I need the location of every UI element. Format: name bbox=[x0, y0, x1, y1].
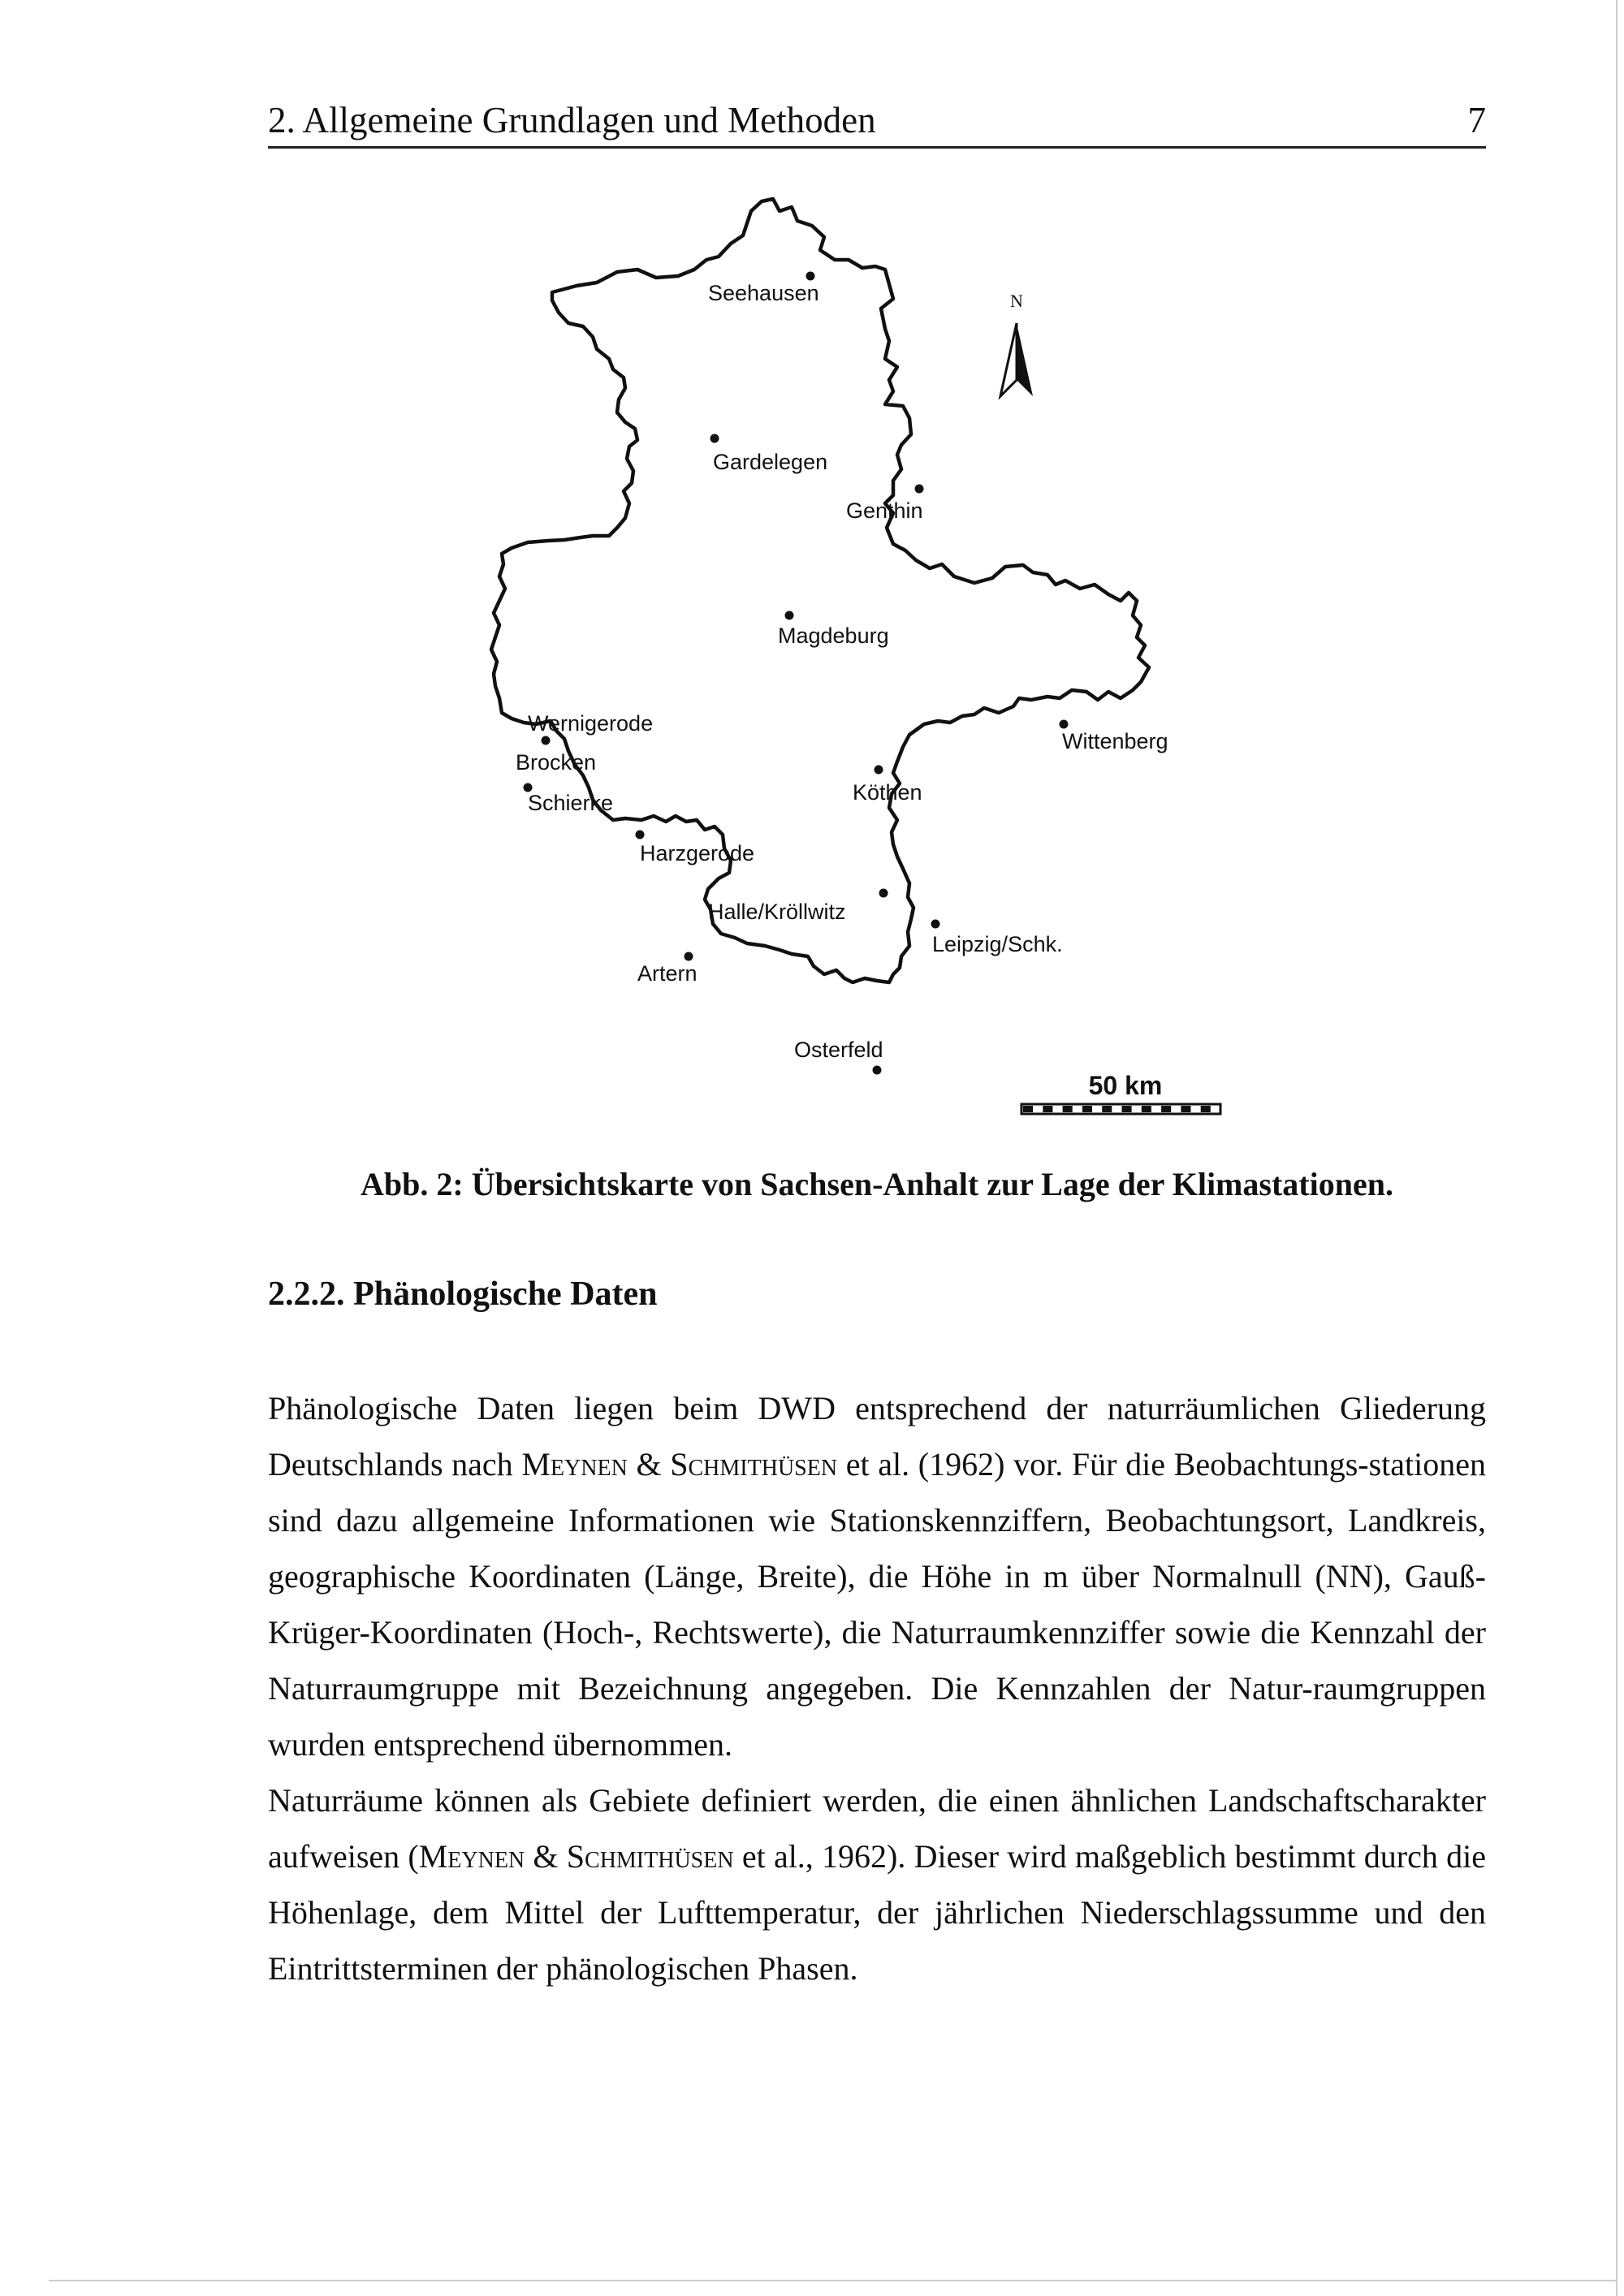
citation-author-schmithuesen: Schmithüsen bbox=[670, 1446, 838, 1482]
paragraph-2-text-b: et al., 1962). Dieser wird maßgeblich bestimmt durch die Höhenlage, dem Mittel der Lufttemperatur, der jährlichen Niederschlagssumme und den Eintrittsterminen der phänologischen Phasen. bbox=[268, 1838, 1486, 1987]
section-heading: 2.2.2. Phänologische Daten bbox=[268, 1275, 658, 1313]
paragraph-1-text-a: Phänologische Daten liegen beim DWD entsprechend der naturräumlichen Gliederung Deutschlands nach bbox=[268, 1390, 1486, 1482]
station-dot-gardelegen bbox=[710, 434, 719, 443]
station-dot-wittenberg bbox=[1060, 720, 1069, 729]
station-label-halle-kroellwitz: Halle/Kröllwitz bbox=[708, 900, 846, 924]
station-label-genthin: Genthin bbox=[846, 498, 923, 523]
paragraph-2 bbox=[268, 1772, 1486, 1996]
scale-bar bbox=[1021, 1071, 1220, 1114]
figure-caption: Abb. 2: Übersichtskarte von Sachsen-Anhalt zur Lage der Klimastationen. bbox=[361, 1166, 1393, 1202]
paragraph-1-text-b: et al. (1962) vor. Für die Beobachtungs-stationen sind dazu allgemeine Informationen wie Stationskennziffern, Beobachtungsort, Landkreis, geographische Koordinaten (Länge, Breite), die Höhe in m über Normalnull (NN), Gauß-Krüger-Koordinaten (Hoch-, Rechtswerte), die Naturraumkennziffer sowie die Kennzahl der Naturraumgruppe mit Bezeichnung angegeben. Die Kennzahlen der Natur-raumgruppen wurden entsprechend übernommen. bbox=[268, 1446, 1487, 1763]
station-dot-koethen bbox=[875, 766, 883, 775]
north-arrow-fill bbox=[1017, 323, 1033, 396]
station-label-wernigerode: Wernigerode bbox=[528, 711, 654, 736]
sachsen-anhalt-outline bbox=[491, 199, 1149, 982]
map-canvas bbox=[487, 179, 1234, 1153]
scale-bar-segment bbox=[1023, 1106, 1033, 1112]
station-label-artern: Artern bbox=[637, 961, 698, 986]
station-label-gardelegen: Gardelegen bbox=[713, 450, 828, 474]
station-label-seehausen: Seehausen bbox=[708, 281, 819, 305]
scale-bar-segment bbox=[1063, 1106, 1073, 1112]
station-dot-magdeburg bbox=[785, 611, 794, 620]
station-dot-halle-kroellwitz bbox=[879, 889, 888, 898]
citation-ampersand: & bbox=[627, 1446, 671, 1482]
paragraph-2-text-a: Naturräume können als Gebiete definiert werden, die einen ähnlichen Landschaftscharakter aufweisen ( bbox=[268, 1782, 1486, 1875]
station-label-koethen: Köthen bbox=[853, 780, 922, 805]
scan-bottom-line bbox=[49, 2280, 1616, 2281]
scale-bar-segment bbox=[1082, 1106, 1092, 1112]
north-label: N bbox=[1010, 291, 1023, 311]
north-arrow-icon bbox=[1000, 323, 1017, 396]
scale-bar-segment bbox=[1122, 1106, 1132, 1112]
citation-author-meynen: Meynen bbox=[418, 1838, 525, 1875]
citation-ampersand: & bbox=[525, 1838, 567, 1875]
station-label-brocken: Brocken bbox=[516, 750, 597, 775]
station-label-harzgerode: Harzgerode bbox=[640, 841, 755, 865]
page-header bbox=[268, 96, 1486, 149]
citation-author-meynen: Meynen bbox=[521, 1446, 628, 1482]
citation-author-schmithuesen: Schmithüsen bbox=[566, 1838, 734, 1875]
scale-bar-segment bbox=[1181, 1106, 1190, 1112]
page-number: 7 bbox=[1467, 100, 1486, 140]
scale-bar-segment bbox=[1161, 1106, 1171, 1112]
scale-bar-segment bbox=[1142, 1106, 1151, 1112]
station-label-osterfeld: Osterfeld bbox=[794, 1038, 883, 1062]
scale-bar-segment bbox=[1102, 1106, 1112, 1112]
station-dot-harzgerode bbox=[636, 831, 645, 839]
station-dot-artern bbox=[685, 952, 693, 961]
station-label-schierke: Schierke bbox=[528, 791, 614, 815]
paragraph-1 bbox=[268, 1380, 1486, 1772]
station-map bbox=[487, 179, 1234, 1153]
station-labels bbox=[516, 281, 1168, 1062]
scale-bar-segment bbox=[1201, 1106, 1211, 1112]
station-dot-wernigerode bbox=[542, 736, 551, 745]
scan-edge-line bbox=[1616, 0, 1618, 2296]
body-text bbox=[268, 1380, 1486, 1996]
station-dot-osterfeld bbox=[873, 1066, 882, 1075]
scale-label: 50 km bbox=[1088, 1071, 1163, 1100]
north-arrow bbox=[1000, 291, 1033, 396]
scale-bar-segment bbox=[1043, 1106, 1052, 1112]
station-dot-leipzig-schk bbox=[931, 920, 940, 929]
station-label-leipzig-schk: Leipzig/Schk. bbox=[932, 932, 1063, 956]
station-dot-genthin bbox=[915, 485, 924, 494]
station-dot-seehausen bbox=[806, 272, 815, 281]
station-label-magdeburg: Magdeburg bbox=[778, 624, 889, 648]
station-label-wittenberg: Wittenberg bbox=[1062, 729, 1168, 753]
chapter-title: 2. Allgemeine Grundlagen und Methoden bbox=[268, 100, 876, 140]
